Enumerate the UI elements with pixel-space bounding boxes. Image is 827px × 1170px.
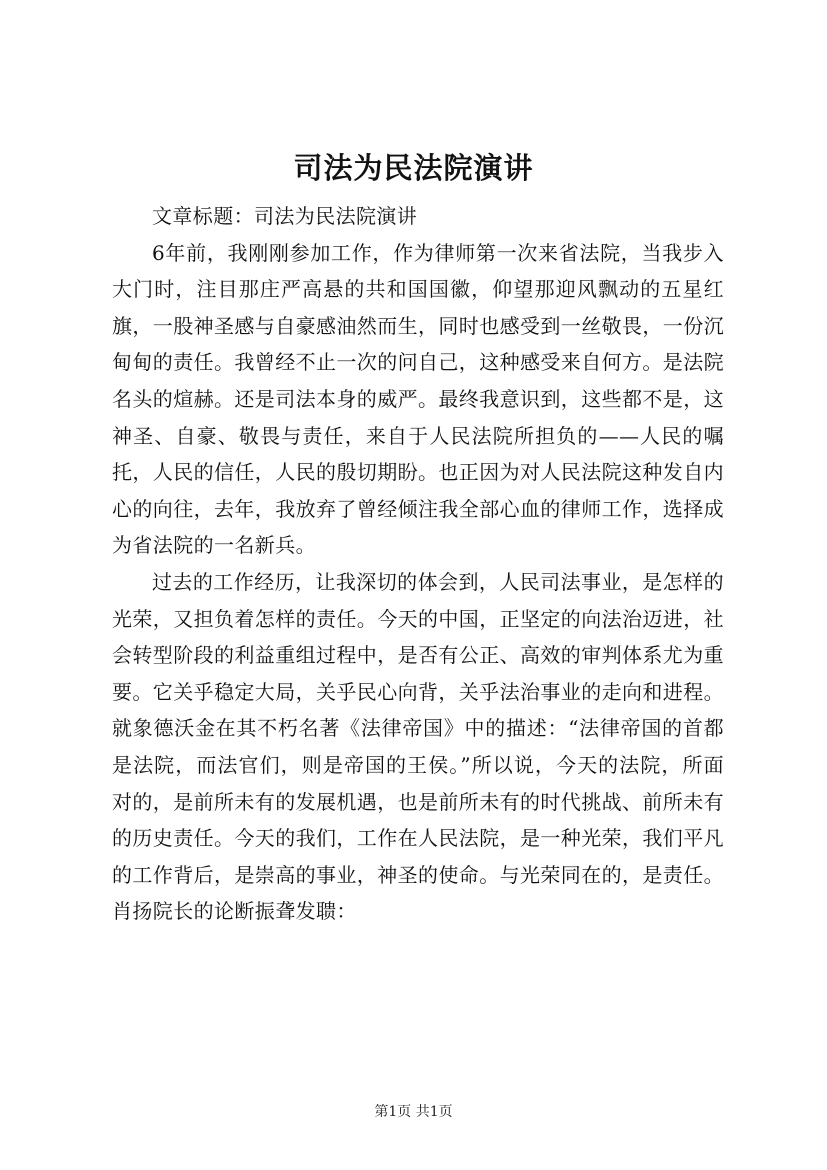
paragraph-1: 6年前，我刚刚参加工作，作为律师第一次来省法院，当我步入大门时，注目那庄严高悬的共和国国徽，仰望那迎风飘动的五星红旗，一股神圣感与自豪感油然而生，同时也感受到一丝敬畏，一份沉甸甸的责任。我曾经不止一次的问自己，这种感受来自何方。是法院名头的煊赫。还是司法本身的威严。最终我意识到，这些都不是，这神圣、自豪、敬畏与责任，来自于人民法院所担负的——人民的嘱托，人民的信任，人民的殷切期盼。也正因为对人民法院这种发自内心的向往，去年，我放弃了曾经倾注我全部心血的律师工作，选择成为省法院的一名新兵。: [112, 240, 724, 558]
article-title-line: 文章标题：司法为民法院演讲: [152, 204, 418, 228]
document-title: 司法为民法院演讲: [293, 151, 534, 185]
document-body: [112, 198, 724, 930]
paragraph-2: 过去的工作经历，让我深切的体会到，人民司法事业，是怎样的光荣，又担负着怎样的责任。今天的中国，正坚定的向法治迈进，社会转型阶段的利益重组过程中，是否有公正、高效的审判体系尤为重要。它关乎稳定大局，关乎民心向背，关乎法治事业的走向和进程。就象德沃金在其不朽名著《法律帝国》中的描述：“法律帝国的首都是法院，而法官们，则是帝国的王侯。”所以说，今天的法院，所面对的，是前所未有的发展机遇，也是前所未有的时代挑战、前所未有的历史责任。今天的我们，工作在人民法院，是一种光荣，我们平凡的工作背后，是崇高的事业，神圣的使命。与光荣同在的，是责任。肖扬院长的论断振聋发聩：: [112, 569, 724, 924]
page-footer: 第1页 共1页: [374, 1104, 453, 1120]
